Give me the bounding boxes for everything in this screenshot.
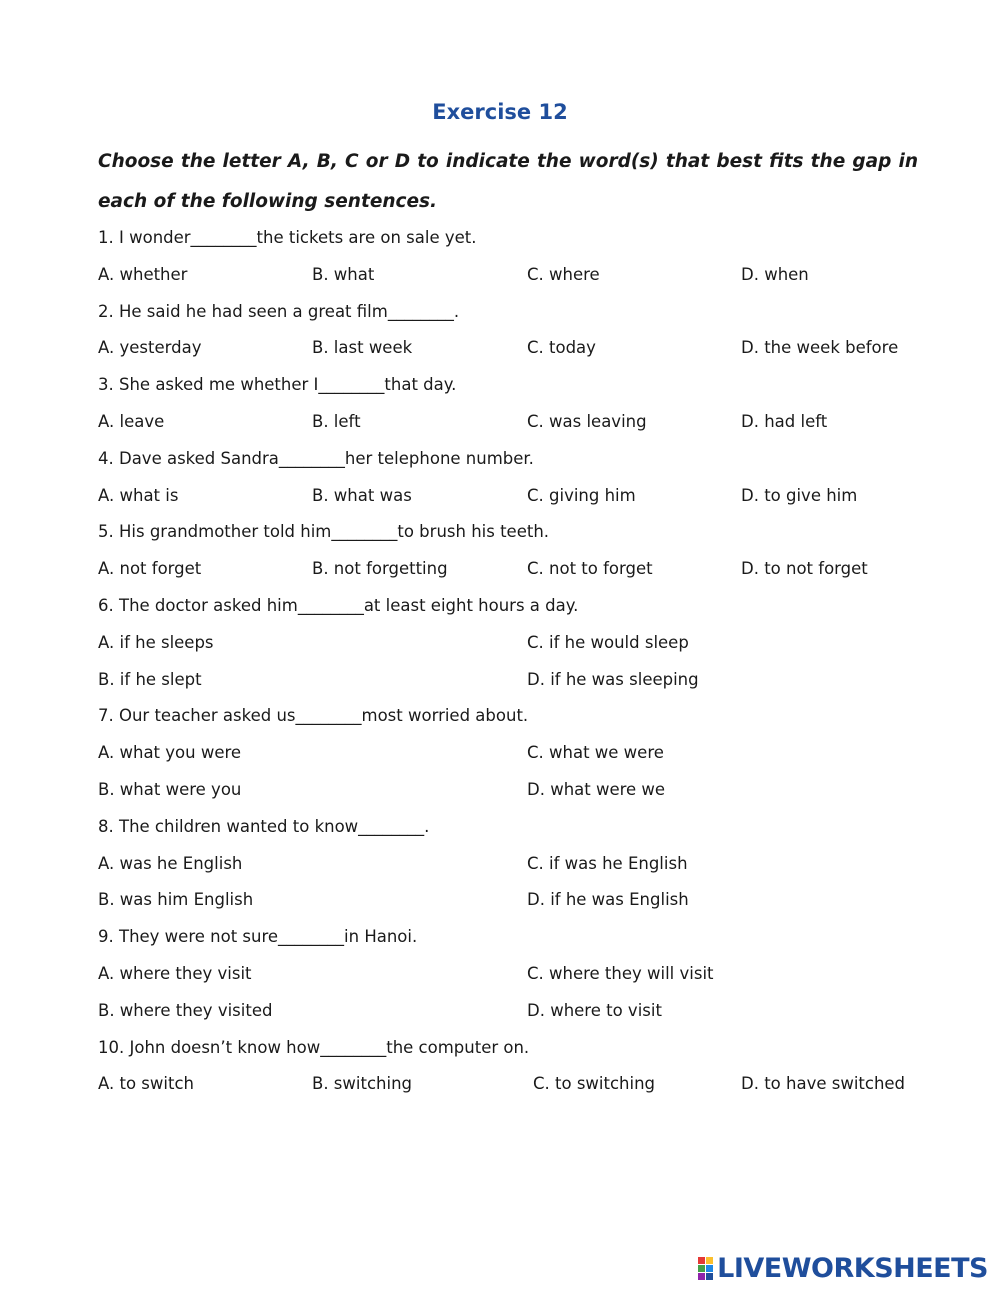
option-a[interactable]: A. leave (98, 411, 165, 431)
question-list (98, 220, 938, 1103)
option-c[interactable]: C. where (527, 264, 600, 284)
option-c[interactable]: C. giving him (527, 485, 636, 505)
option-c[interactable]: C. if was he English (527, 853, 688, 873)
options-row (98, 330, 938, 367)
option-d[interactable]: D. to have switched (741, 1074, 906, 1094)
options-row (98, 846, 938, 883)
option-b[interactable]: B. switching (312, 1074, 412, 1094)
option-b[interactable]: B. what (312, 264, 375, 284)
option-a[interactable]: A. whether (98, 264, 188, 284)
options-row (98, 882, 938, 919)
option-c[interactable]: C. where they will visit (527, 963, 714, 983)
options-row (98, 662, 938, 699)
option-c[interactable]: C. not to forget (527, 559, 653, 579)
option-a[interactable]: A. not forget (98, 559, 202, 579)
question-2: 2. He said he had seen a great film________. (98, 301, 460, 321)
option-d[interactable]: D. if he was sleeping (527, 669, 699, 689)
options-row (98, 625, 938, 662)
question-6: 6. The doctor asked him________at least eight hours a day. (98, 595, 579, 615)
logo-mark-icon (698, 1257, 713, 1280)
option-b[interactable]: B. left (312, 411, 361, 431)
option-c[interactable]: C. today (527, 338, 596, 358)
options-row (98, 956, 938, 993)
question-4: 4. Dave asked Sandra________her telephone number. (98, 448, 534, 468)
question-7: 7. Our teacher asked us________most worried about. (98, 706, 529, 726)
option-d[interactable]: D. what were we (527, 779, 666, 799)
option-d[interactable]: D. the week before (741, 338, 899, 358)
option-d[interactable]: D. when (741, 264, 809, 284)
option-d[interactable]: D. if he was English (527, 890, 689, 910)
option-c[interactable]: C. what we were (527, 743, 664, 763)
question-10: 10. John doesn’t know how________the computer on. (98, 1037, 530, 1057)
option-c[interactable]: C. to switching (533, 1074, 656, 1094)
option-b[interactable]: B. where they visited (98, 1000, 273, 1020)
option-d[interactable]: D. had left (741, 411, 828, 431)
question-5: 5. His grandmother told him________to brush his teeth. (98, 522, 550, 542)
option-b[interactable]: B. if he slept (98, 669, 202, 689)
options-row (98, 735, 938, 772)
option-c[interactable]: C. was leaving (527, 411, 647, 431)
option-b[interactable]: B. what was (312, 485, 412, 505)
option-a[interactable]: A. to switch (98, 1074, 194, 1094)
logo-text: LIVEWORKSHEETS (717, 1252, 988, 1284)
options-row (98, 993, 938, 1030)
options-row (98, 1066, 938, 1103)
option-b[interactable]: B. was him English (98, 890, 254, 910)
option-d[interactable]: D. to not forget (741, 559, 868, 579)
option-a[interactable]: A. what you were (98, 743, 242, 763)
question-1: 1. I wonder________the tickets are on sale yet. (98, 228, 477, 247)
options-row (98, 772, 938, 809)
option-a[interactable]: A. if he sleeps (98, 632, 214, 652)
option-a[interactable]: A. where they visit (98, 963, 252, 983)
option-b[interactable]: B. not forgetting (312, 559, 448, 579)
options-row (98, 257, 938, 294)
options-row (98, 478, 938, 515)
option-b[interactable]: B. last week (312, 338, 413, 358)
option-d[interactable]: D. where to visit (527, 1000, 662, 1020)
option-a[interactable]: A. yesterday (98, 338, 202, 358)
options-row (98, 551, 938, 588)
options-row (98, 404, 938, 441)
option-d[interactable]: D. to give him (741, 485, 858, 505)
instructions: Choose the letter A, B, C or D to indicate the word(s) that best fits the gap in each of the following sentences. (98, 151, 918, 212)
question-9: 9. They were not sure________in Hanoi. (98, 927, 418, 947)
option-c[interactable]: C. if he would sleep (527, 632, 689, 652)
option-a[interactable]: A. what is (98, 485, 179, 505)
option-a[interactable]: A. was he English (98, 853, 243, 873)
exercise-title: Exercise 12 (432, 100, 568, 124)
question-8: 8. The children wanted to know________. (98, 816, 430, 836)
liveworksheets-logo (698, 1254, 988, 1282)
option-b[interactable]: B. what were you (98, 779, 242, 799)
question-3: 3. She asked me whether I________that day. (98, 375, 457, 395)
